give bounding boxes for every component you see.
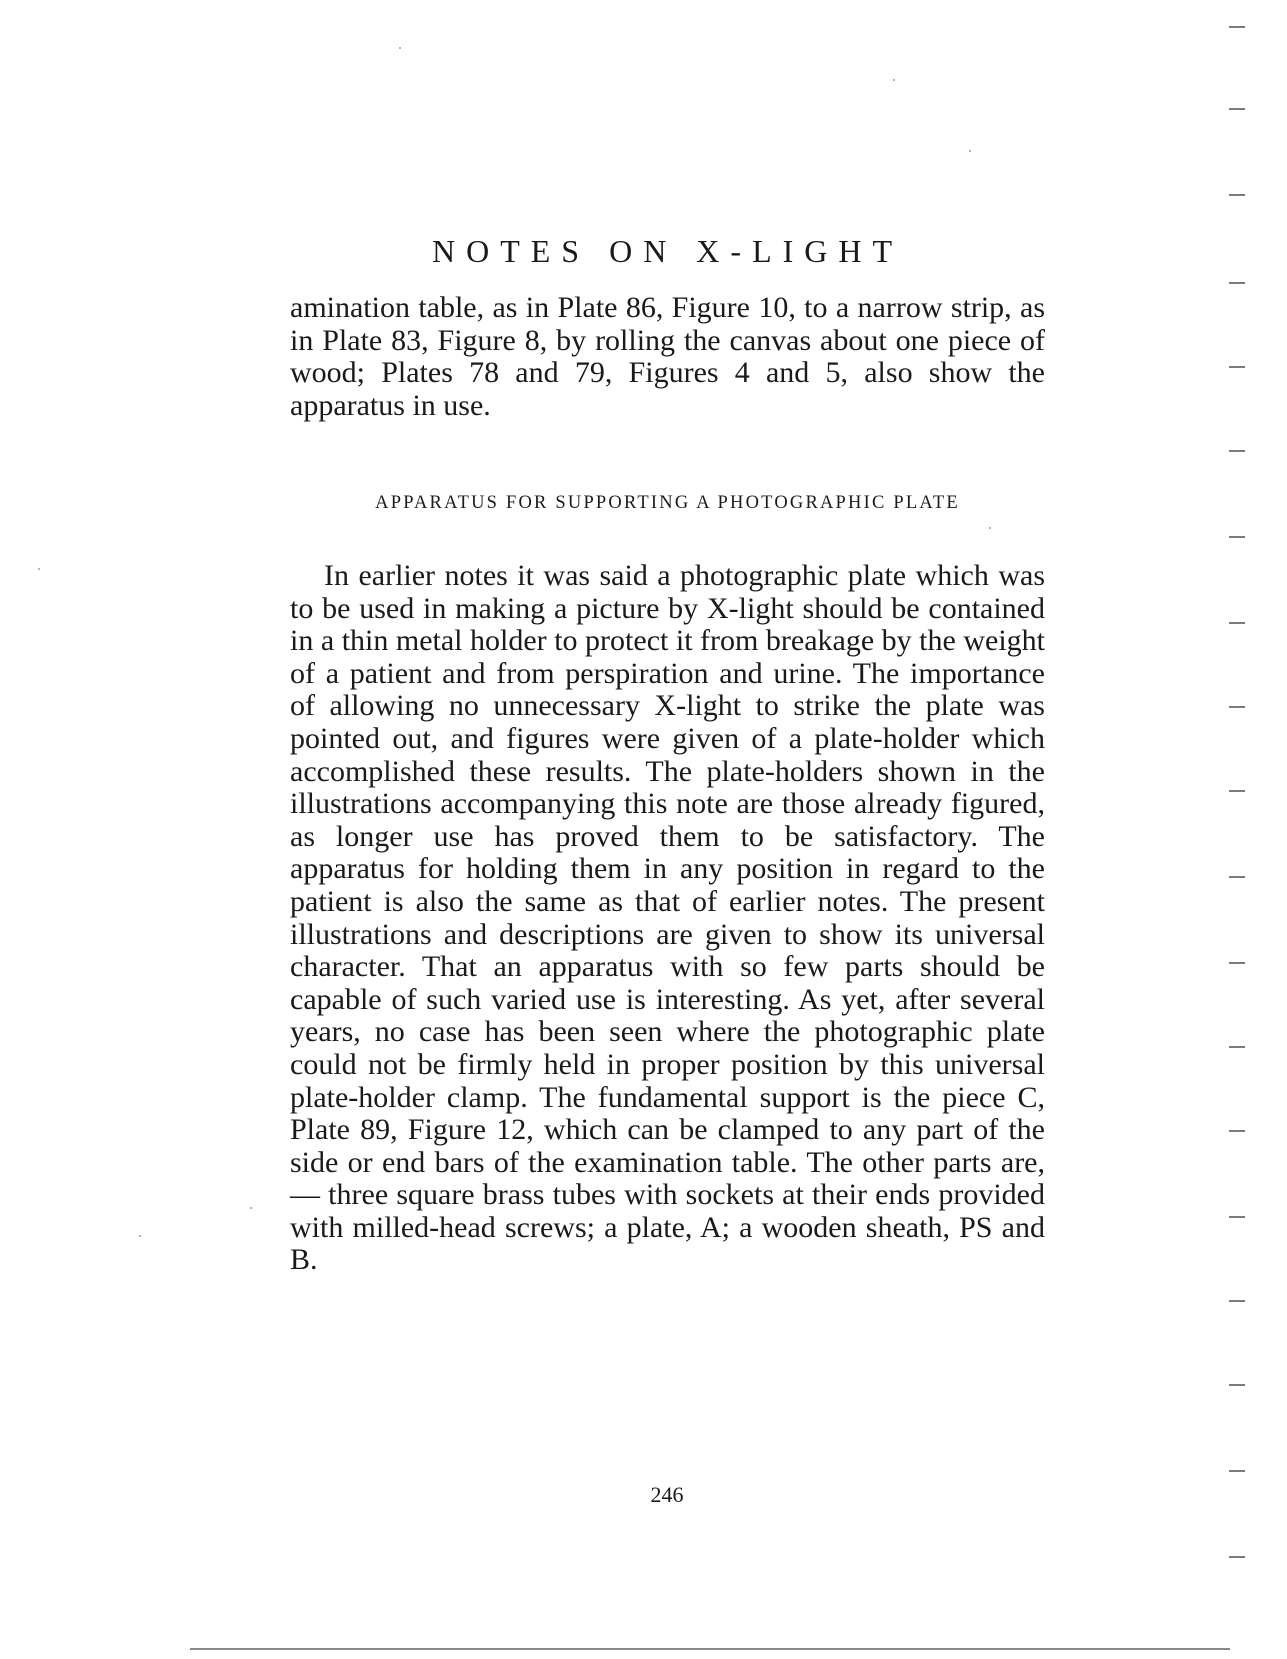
section-heading: APPARATUS FOR SUPPORTING A PHOTOGRAPHIC PLATE [375,493,960,513]
margin-tick [1229,1300,1245,1302]
scan-speck [38,568,40,570]
running-head: NOTES ON X-LIGHT [431,233,904,269]
margin-tick [1229,366,1245,368]
margin-tick [1229,536,1245,538]
margin-tick [1229,282,1245,284]
margin-tick [1229,706,1245,708]
scan-speck [250,1207,252,1209]
margin-tick [1229,790,1245,792]
margin-tick [1229,1470,1245,1472]
margin-tick [1229,1556,1245,1558]
margin-tick [1229,1130,1245,1132]
scan-speck [969,150,971,152]
margin-tick [1229,108,1245,110]
margin-tick [1229,962,1245,964]
continued-paragraph: amination table, as in Plate 86, Figure 10, to a narrow strip, as in Plate 83, Figure 8, by rolling the canvas about one piece of wood; Plates 78 and 79, Figures 4 and 5, also show the apparatus in use. [290,291,1045,422]
margin-tick [1229,450,1245,452]
scan-speck [139,1235,141,1237]
margin-tick-marks [1225,0,1249,1659]
scan-bottom-rule [190,1648,1230,1650]
margin-tick [1229,876,1245,878]
margin-tick [1229,622,1245,624]
body-paragraph: In earlier notes it was said a photographic plate which was to be used in making a picture by X-light should be contained in a thin metal holder to protect it from breakage by the weight of a patient and from perspiration and urine. The importance of allowing no unnecessary X-light to strike the plate was pointed out, and figures were given of a plate-holder which accomplished these results. The plate-holders shown in the illustrations accompanying this note are those already figured, as longer use has proved them to be satisfactory. The apparatus for holding them in any position in regard to the patient is also the same as that of earlier notes. The present illustrations and descriptions are given to show its universal character. That an apparatus with so few parts should be capable of such varied use is interesting. As yet, after several years, no case has been seen where the photographic plate could not be firmly held in proper position by this universal plate-holder clamp. The fundamental support is the piece C, Plate 89, Figure 12, which can be clamped to any part of the side or end bars of the examination table. The other parts are, — three square brass tubes with sockets at their ends provided with milled-head screws; a plate, A; a wooden sheath, PS and B. [290,559,1045,1277]
margin-tick [1229,194,1245,196]
page-number: 246 [650,1482,684,1507]
margin-tick [1229,1216,1245,1218]
scan-speck [399,47,401,49]
scan-speck [989,527,991,529]
scan-speck [893,79,895,81]
margin-tick [1229,1046,1245,1048]
margin-tick [1229,26,1245,28]
margin-tick [1229,1384,1245,1386]
